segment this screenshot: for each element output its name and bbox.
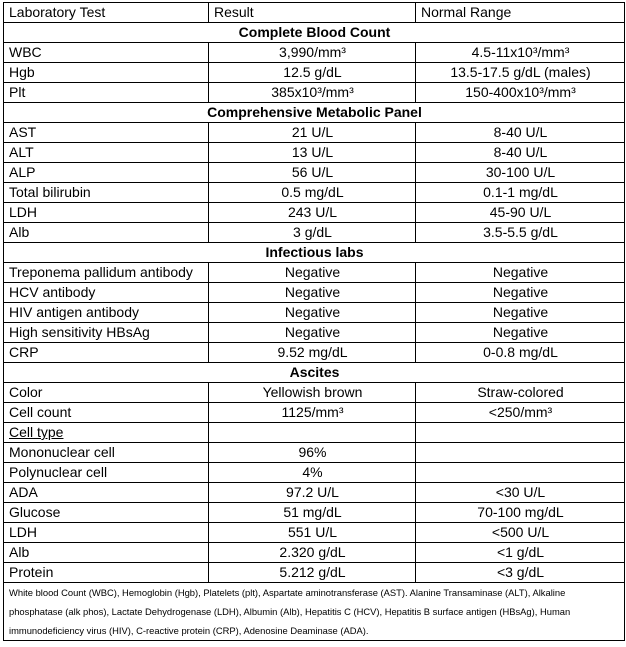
lab-results-table [3,2,625,641]
test-result: 12.5 g/dL [209,63,416,83]
test-normal-range: Straw-colored [416,383,625,403]
test-name: Plt [4,83,209,103]
table-row [4,143,625,163]
test-result: 21 U/L [209,123,416,143]
test-result: 385x10³/mm³ [209,83,416,103]
table-row [4,83,625,103]
test-name: LDH [4,523,209,543]
table-row [4,403,625,423]
test-result: Negative [209,263,416,283]
test-normal-range: 0.1-1 mg/dL [416,183,625,203]
empty-cell [416,423,625,443]
table-row [4,123,625,143]
test-result: 56 U/L [209,163,416,183]
test-result: 3,990/mm³ [209,43,416,63]
abbreviations-footnote: White blood Count (WBC), Hemoglobin (Hgb), Platelets (plt), Aspartate aminotransferase (AST). Alanine Transaminase (ALT), Alkaline phosphatase (alk phos), Lactate Dehydrogenase (LDH), Albumin (Alb), Hepatitis C (HCV), Hepatitis B surface antigen (HBsAg), Human immunodeficiency virus (HIV), C-reactive protein (CRP), Adenosine Deaminase (ADA). [4,583,625,641]
test-normal-range: Negative [416,303,625,323]
test-name: HCV antibody [4,283,209,303]
test-name: Total bilirubin [4,183,209,203]
table-row [4,463,625,483]
test-normal-range: 8-40 U/L [416,123,625,143]
test-name: Treponema pallidum antibody [4,263,209,283]
table-row [4,443,625,463]
section-title-infectious: Infectious labs [4,243,625,263]
test-normal-range: 45-90 U/L [416,203,625,223]
section-title-cbc: Complete Blood Count [4,23,625,43]
section-row-cbc [4,23,625,43]
lab-results-document [3,2,624,641]
table-row [4,563,625,583]
test-normal-range: 13.5-17.5 g/dL (males) [416,63,625,83]
test-name: Cell count [4,403,209,423]
test-normal-range: 0-0.8 mg/dL [416,343,625,363]
header-normal-range: Normal Range [416,3,625,23]
test-name: High sensitivity HBsAg [4,323,209,343]
test-name: Alb [4,543,209,563]
section-title-ascites: Ascites [4,363,625,383]
test-name: ALT [4,143,209,163]
test-name: ADA [4,483,209,503]
test-normal-range: 8-40 U/L [416,143,625,163]
test-name: Polynuclear cell [4,463,209,483]
test-normal-range: <3 g/dL [416,563,625,583]
test-normal-range: Negative [416,283,625,303]
test-name: WBC [4,43,209,63]
test-result: Negative [209,323,416,343]
table-row [4,323,625,343]
test-result: 4% [209,463,416,483]
test-name: Alb [4,223,209,243]
table-row [4,503,625,523]
test-result: 5.212 g/dL [209,563,416,583]
header-result: Result [209,3,416,23]
test-result: 51 mg/dL [209,503,416,523]
test-result: Yellowish brown [209,383,416,403]
test-normal-range: <30 U/L [416,483,625,503]
test-result: 13 U/L [209,143,416,163]
table-row [4,343,625,363]
header-laboratory-test: Laboratory Test [4,3,209,23]
table-row [4,483,625,503]
test-name: Protein [4,563,209,583]
test-normal-range: 150-400x10³/mm³ [416,83,625,103]
section-row-infectious [4,243,625,263]
table-row [4,283,625,303]
table-row [4,543,625,563]
test-normal-range: Negative [416,323,625,343]
test-name: HIV antigen antibody [4,303,209,323]
test-normal-range: 4.5-11x10³/mm³ [416,43,625,63]
table-row [4,523,625,543]
cell-type-row [4,423,625,443]
table-row [4,163,625,183]
test-result: 551 U/L [209,523,416,543]
test-normal-range: Negative [416,263,625,283]
test-normal-range: 70-100 mg/dL [416,503,625,523]
test-name: LDH [4,203,209,223]
table-row [4,63,625,83]
section-row-cmp [4,103,625,123]
footnote-row [4,583,625,641]
test-result: 2.320 g/dL [209,543,416,563]
table-row [4,263,625,283]
table-row [4,223,625,243]
test-result: Negative [209,303,416,323]
test-result: 97.2 U/L [209,483,416,503]
test-name: Color [4,383,209,403]
test-result: 0.5 mg/dL [209,183,416,203]
header-row [4,3,625,23]
test-result: 96% [209,443,416,463]
test-result: 243 U/L [209,203,416,223]
table-row [4,383,625,403]
table-row [4,43,625,63]
test-name: Mononuclear cell [4,443,209,463]
table-row [4,183,625,203]
section-title-cmp: Comprehensive Metabolic Panel [4,103,625,123]
test-normal-range: 30-100 U/L [416,163,625,183]
test-name: Glucose [4,503,209,523]
test-normal-range [416,463,625,483]
test-normal-range [416,443,625,463]
test-normal-range: <250/mm³ [416,403,625,423]
test-name: CRP [4,343,209,363]
test-result: 3 g/dL [209,223,416,243]
test-normal-range: <1 g/dL [416,543,625,563]
test-result: 9.52 mg/dL [209,343,416,363]
table-row [4,203,625,223]
test-result: Negative [209,283,416,303]
test-name: ALP [4,163,209,183]
test-result: 1125/mm³ [209,403,416,423]
section-row-ascites [4,363,625,383]
test-normal-range: <500 U/L [416,523,625,543]
table-row [4,303,625,323]
test-name: Hgb [4,63,209,83]
empty-cell [209,423,416,443]
cell-type-label: Cell type [4,423,209,443]
test-normal-range: 3.5-5.5 g/dL [416,223,625,243]
test-name: AST [4,123,209,143]
